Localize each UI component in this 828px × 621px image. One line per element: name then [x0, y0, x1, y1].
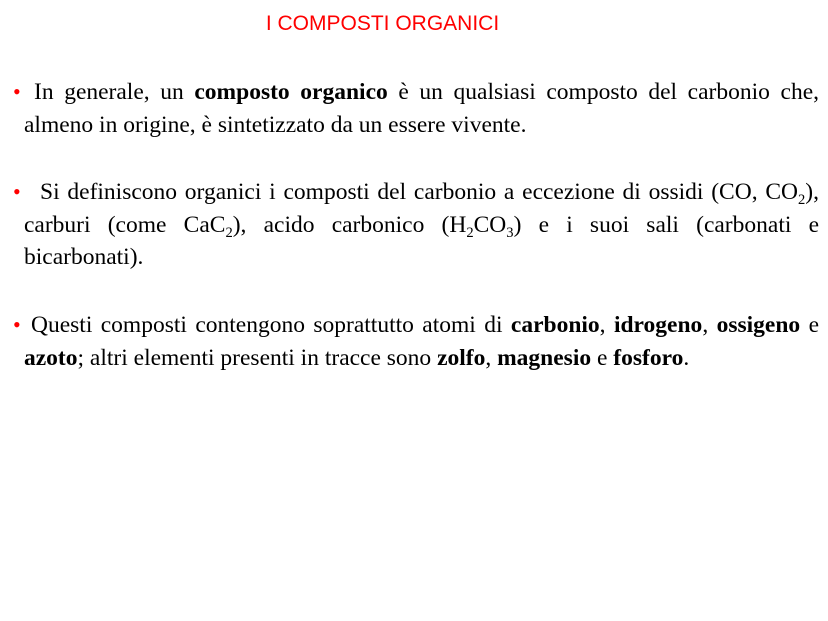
text-run: CO — [473, 211, 507, 238]
bullet-paragraph-elements — [13, 309, 820, 374]
bold-term-carbonio: carbonio — [510, 312, 600, 338]
text-run: . — [683, 344, 690, 371]
bold-term-idrogeno: idrogeno — [613, 312, 703, 338]
text-run: , — [599, 312, 614, 338]
bold-term-composto-organico: composto organico — [194, 79, 388, 105]
bold-term-magnesio: magnesio — [497, 344, 592, 371]
text-run: ), carburi (come CaC — [24, 179, 819, 238]
subscript: 2 — [225, 224, 233, 241]
bold-term-zolfo: zolfo — [437, 344, 486, 371]
text-run: è un qualsiasi composto del carbonio che, almeno in origine, è sintetizzato da un essere vivente. — [24, 79, 819, 138]
text-run: e — [591, 344, 614, 371]
text-run: ), acido carbonico (H — [232, 211, 467, 238]
subscript: 3 — [506, 224, 514, 241]
bullet-paragraph-exceptions — [13, 176, 819, 274]
bullet-icon: • — [13, 312, 21, 337]
subscript: 2 — [466, 224, 474, 241]
subscript: 2 — [798, 192, 806, 209]
slide-title: I COMPOSTI ORGANICI — [265, 12, 500, 35]
text-run: , — [485, 344, 498, 371]
text-run: ; altri elementi presenti in tracce sono — [77, 344, 438, 371]
bold-term-ossigeno: ossigeno — [716, 312, 801, 338]
text-run: Questi composti contengono soprattutto atomi di — [31, 312, 511, 338]
text-run: , — [702, 312, 717, 338]
text-run: In generale, un — [34, 79, 195, 105]
text-run: e — [800, 312, 820, 338]
bold-term-fosforo: fosforo — [613, 344, 684, 371]
text-run: Si definiscono organici i composti del carbonio a eccezione di ossidi (CO, CO — [40, 179, 799, 205]
text-run: ) e i suoi sali (carbonati e bicarbonati). — [24, 211, 819, 270]
bold-term-azoto: azoto — [24, 344, 78, 371]
bullet-paragraph-organic-definition — [13, 76, 819, 141]
bullet-icon: • — [13, 179, 21, 204]
bullet-icon: • — [13, 79, 21, 104]
